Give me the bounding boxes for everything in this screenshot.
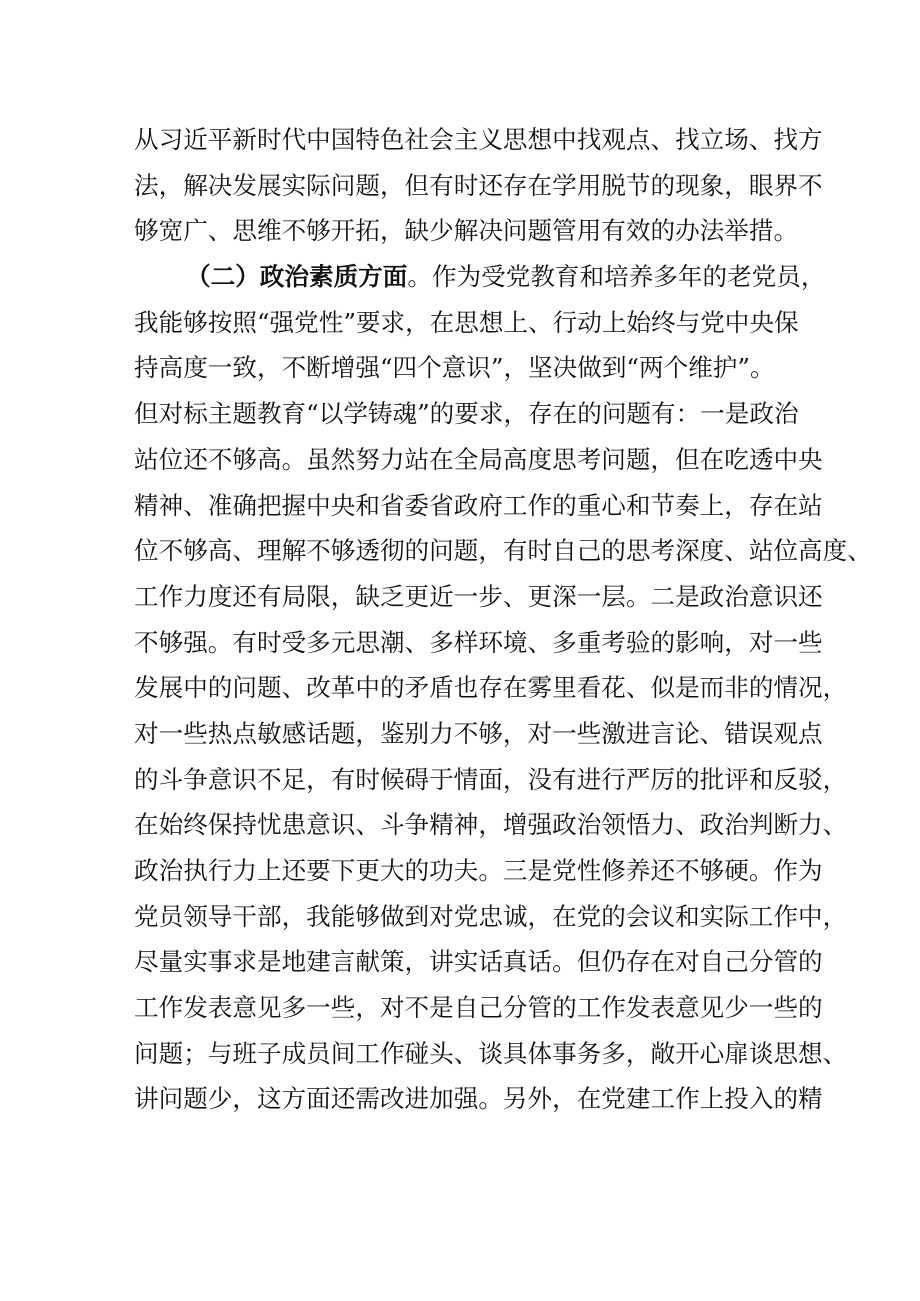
text-line-19: 尽量实事求是地建言献策，讲实话真话。但仍存在对自己分管的 — [134, 947, 823, 977]
text-line-13: 发展中的问题、改革中的矛盾也存在雾里看花、似是而非的情况， — [134, 673, 848, 703]
text-line-18: 党员领导干部，我能够做到对党忠诚，在党的会议和实际工作中， — [134, 901, 848, 931]
text-line-7: 但对标主题教育“以学铸魂”的要求，存在的问题有：一是政治 — [134, 399, 799, 429]
section-heading: （二）政治素质方面 — [186, 262, 408, 292]
text-line-5: 我能够按照“强党性”要求，在思想上、行动上始终与党中央保 — [134, 307, 799, 337]
text-line-1: 从习近平新时代中国特色社会主义思想中找观点、找立场、找方 — [134, 125, 823, 154]
text-line-6: 持高度一致，不断增强“四个意识”，坚决做到“两个维护”。 — [134, 353, 775, 383]
section-intro: 。作为受党教育和培养多年的老党员， — [407, 262, 826, 292]
text-line-14: 对一些热点敏感话题，鉴别力不够，对一些激进言论、错误观点 — [134, 718, 823, 748]
text-line-21: 问题；与班子成员间工作碰头、谈具体事务多，敞开心扉谈思想、 — [134, 1038, 848, 1068]
text-line-16: 在始终保持忧患意识、斗争精神，增强政治领悟力、政治判断力、 — [134, 810, 848, 840]
text-line-3: 够宽广、思维不够开拓，缺少解决问题管用有效的办法举措。 — [134, 216, 799, 246]
text-line-10: 位不够高、理解不够透彻的问题，有时自己的思考深度、站位高度、 — [134, 536, 872, 566]
text-line-8: 站位还不够高。虽然努力站在全局高度思考问题，但在吃透中央 — [134, 444, 823, 474]
text-line-9: 精神、准确把握中央和省委省政府工作的重心和节奏上，存在站 — [134, 490, 823, 520]
section-heading-line — [134, 254, 826, 300]
text-line-2: 法，解决发展实际问题，但有时还存在学用脱节的现象，眼界不 — [134, 170, 823, 200]
text-line-15: 的斗争意识不足，有时候碍于情面，没有进行严厉的批评和反驳， — [134, 764, 848, 794]
text-line-22: 讲问题少，这方面还需改进加强。另外，在党建工作上投入的精 — [134, 1084, 823, 1114]
document-page — [134, 117, 872, 1122]
text-line-17: 政治执行力上还要下更大的功夫。三是党性修养还不够硬。作为 — [134, 856, 823, 885]
text-line-20: 工作发表意见多一些，对不是自己分管的工作发表意见少一些的 — [134, 993, 823, 1023]
text-line-11: 工作力度还有局限，缺乏更近一步、更深一层。二是政治意识还 — [134, 581, 823, 611]
text-line-12: 不够强。有时受多元思潮、多样环境、多重考验的影响，对一些 — [134, 627, 823, 657]
